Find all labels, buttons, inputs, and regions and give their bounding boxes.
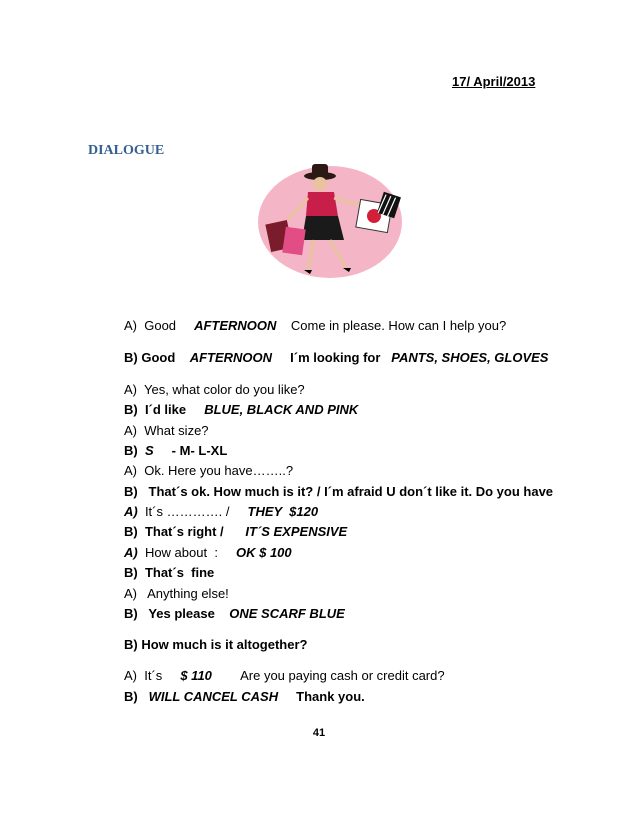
- dialogue-segment: WILL CANCEL CASH: [148, 689, 279, 704]
- dialogue-line: [124, 382, 305, 398]
- dialogue-segment: A) What size?: [124, 423, 209, 438]
- dialogue-segment: A): [124, 504, 138, 519]
- date: 17/ April/2013: [452, 74, 536, 89]
- dialogue-segment: A) Anything else!: [124, 586, 229, 601]
- dialogue-segment: B): [124, 443, 145, 458]
- dialogue-line: [124, 318, 506, 334]
- dialogue-segment: B) That´s ok. How much is it? / I´m afraid U don´t like it. Do you have: [124, 484, 554, 499]
- blouse: [306, 192, 338, 216]
- dialogue-line: [124, 668, 445, 684]
- dialogue-segment: BLUE, BLACK AND PINK: [204, 402, 359, 417]
- dialogue-line: [124, 484, 553, 500]
- dialogue-segment: I´m looking for: [272, 350, 392, 365]
- dialogue-line: [124, 350, 548, 366]
- dialogue-heading: DIALOGUE: [88, 143, 165, 158]
- dialogue-line: [124, 606, 345, 622]
- dialogue-segment: Come in please. How can I help you?: [276, 318, 507, 333]
- dialogue-segment: PANTS, SHOES, GLOVES: [391, 350, 549, 365]
- dialogue-line: [124, 402, 358, 418]
- dialogue-line: [124, 423, 209, 439]
- dialogue-segment: B) That´s right /: [124, 524, 246, 539]
- dialogue-segment: ONE SCARF BLUE: [229, 606, 345, 621]
- dialogue-segment: B) How much is it altogether?: [124, 637, 308, 652]
- dialogue-segment: S: [144, 443, 154, 458]
- head: [313, 177, 327, 191]
- dialogue-segment: B) That´s fine: [124, 565, 215, 580]
- dialogue-segment: OK $ 100: [236, 545, 292, 560]
- dialogue-segment: A): [124, 545, 138, 560]
- dialogue-line: [124, 463, 293, 479]
- dialogue-segment: It´s …………. /: [137, 504, 248, 519]
- dialogue-line: [124, 524, 347, 540]
- dialogue-segment: B) I´d like: [124, 402, 205, 417]
- dialogue-segment: A) Yes, what color do you like?: [124, 382, 305, 397]
- dialogue-segment: B) Yes please: [124, 606, 230, 621]
- dialogue-segment: $ 110: [180, 668, 212, 683]
- dialogue-segment: - M- L-XL: [153, 443, 228, 458]
- dialogue-segment: B) Good: [124, 350, 190, 365]
- dialogue-segment: AFTERNOON: [194, 318, 277, 333]
- dialogue-segment: THEY $120: [247, 504, 319, 519]
- dialogue-line: [124, 565, 214, 581]
- dialogue-segment: AFTERNOON: [189, 350, 273, 365]
- skirt: [302, 216, 344, 240]
- dialogue-segment: IT´S EXPENSIVE: [245, 524, 348, 539]
- dialogue-segment: A) It´s: [124, 668, 181, 683]
- dialogue-line: [124, 504, 318, 520]
- dialogue-segment: Thank you.: [278, 689, 365, 704]
- dialogue-segment: B): [124, 689, 149, 704]
- dialogue-line: [124, 689, 365, 705]
- dialogue-segment: A) Good: [124, 318, 195, 333]
- shopping-woman-illustration: [250, 158, 410, 283]
- dialogue-segment: Are you paying cash or credit card?: [211, 668, 445, 683]
- dialogue-line: [124, 586, 229, 602]
- dialogue-line: [124, 637, 307, 653]
- hat-crown: [312, 164, 328, 176]
- bag-pink: [282, 227, 305, 256]
- dialogue-segment: A) Ok. Here you have……..?: [124, 463, 294, 478]
- dialogue-line: [124, 545, 292, 561]
- dialogue-line: [124, 443, 227, 459]
- page-number: 41: [312, 727, 326, 739]
- dialogue-segment: How about :: [137, 545, 236, 560]
